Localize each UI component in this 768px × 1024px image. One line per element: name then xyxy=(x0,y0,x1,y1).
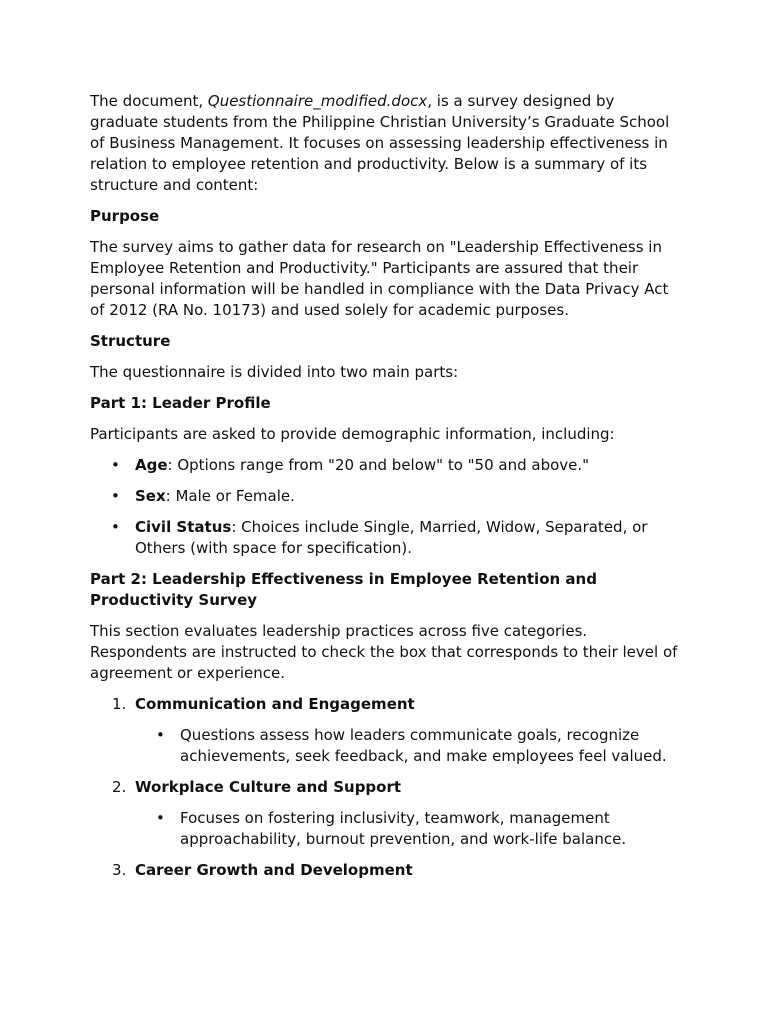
purpose-heading: Purpose xyxy=(90,207,160,225)
part1-list xyxy=(90,455,682,559)
list-item-desc: : Male or Female. xyxy=(165,487,295,505)
part2-categories xyxy=(90,694,682,881)
category-details xyxy=(135,808,682,850)
list-item-term: Civil Status xyxy=(135,518,232,536)
category-item xyxy=(90,777,682,850)
list-item xyxy=(90,517,682,559)
intro-paragraph xyxy=(90,91,682,196)
part2-paragraph: This section evaluates leadership practices across five categories. Respondents are instructed to check the box that corresponds to their level of agreement or experience. xyxy=(90,622,678,682)
structure-paragraph: The questionnaire is divided into two main parts: xyxy=(90,363,459,381)
category-detail xyxy=(135,808,682,850)
bullet-icon: • xyxy=(111,456,120,474)
document-filename: Questionnaire_modified.docx xyxy=(207,92,428,110)
part1-heading: Part 1: Leader Profile xyxy=(90,394,271,412)
intro-suffix: , is a survey designed by graduate students from the Philippine Christian University’s Graduate School of Business Management. It focuses on assessing leadership effectiveness in relation to employee retention and productivity. Below is a summary of its structure and content: xyxy=(90,92,670,194)
intro-prefix: The document, xyxy=(90,92,208,110)
bullet-icon: • xyxy=(156,809,165,827)
category-detail-text: Focuses on fostering inclusivity, teamwork, management approachability, burnout prevention, and work-life balance. xyxy=(180,809,627,848)
category-detail-text: Questions assess how leaders communicate goals, recognize achievements, seek feedback, and make employees feel valued. xyxy=(180,726,667,765)
category-detail xyxy=(135,725,682,767)
category-details xyxy=(135,725,682,767)
bullet-icon: • xyxy=(156,726,165,744)
bullet-icon: • xyxy=(111,518,120,536)
category-number: 1. xyxy=(112,695,127,713)
category-title: Workplace Culture and Support xyxy=(135,778,402,796)
purpose-paragraph: The survey aims to gather data for research on "Leadership Effectiveness in Employee Retention and Productivity." Participants are assured that their personal information will be handled in compliance with the Data Privacy Act of 2012 (RA No. 10173) and used solely for academic purposes. xyxy=(90,238,669,319)
category-title: Communication and Engagement xyxy=(135,695,415,713)
category-number: 3. xyxy=(112,861,127,879)
category-number: 2. xyxy=(112,778,127,796)
list-item-desc: : Options range from "20 and below" to "50 and above." xyxy=(167,456,590,474)
document-page xyxy=(90,91,682,891)
category-item xyxy=(90,860,682,881)
part2-heading: Part 2: Leadership Effectiveness in Employee Retention and Productivity Survey xyxy=(90,570,597,609)
list-item xyxy=(90,486,682,507)
structure-heading: Structure xyxy=(90,332,171,350)
category-title: Career Growth and Development xyxy=(135,861,413,879)
list-item-term: Age xyxy=(135,456,168,474)
list-item xyxy=(90,455,682,476)
category-item xyxy=(90,694,682,767)
list-item-term: Sex xyxy=(135,487,166,505)
list-item-desc: : Choices include Single, Married, Widow, Separated, or Others (with space for specification). xyxy=(135,518,648,557)
bullet-icon: • xyxy=(111,487,120,505)
part1-paragraph: Participants are asked to provide demographic information, including: xyxy=(90,425,615,443)
